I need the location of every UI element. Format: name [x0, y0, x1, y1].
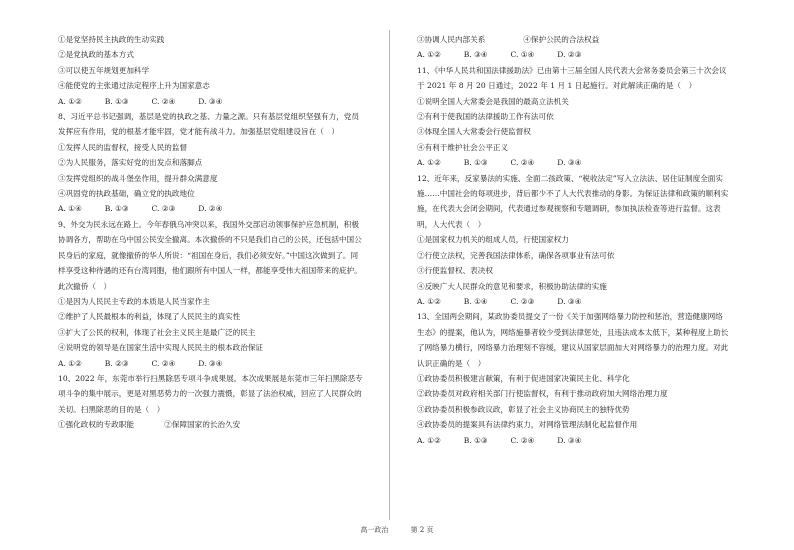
option-line: ②有利于使我国的法律援助工作有法可依: [417, 112, 554, 122]
page-footer: [0, 525, 794, 535]
option-line: ④能使党的主张通过法定程序上升为国家意志: [58, 81, 210, 91]
option-line: ②维护了人民最根本的利益，体现了人民民主的真实性: [58, 312, 241, 322]
footer-subject: 高一政治: [360, 526, 389, 534]
question-13-stem: 13、全国两会期间，某政协委员提交了一份《关于加强网络暴力防控和惩治，营造健康网络生态》的提案，他认为，网络施暴者较少受到法律惩处，且违法成本太低下，某种程度上助长了网络暴力横行，网络暴力治理刻不容缓，建议从国家层面加大对网络暴力的治理力度。对此认识正确的是（ ）: [417, 312, 729, 368]
question-10-stem: 10、2022 年，东莞市举行扫黑除恶专项斗争成果展。本次成果展是东莞市三年扫黑除恶专项斗争的集中展示，更是对黑恶势力的一次强力震慑，彰显了法治权威，回应了人民群众的关切。扫黑除恶的目的是（ ）: [58, 373, 363, 414]
footer-page-number: 第 2 页: [410, 526, 434, 534]
answer-choices: A. ①④ B. ①③ C. ②③ D. ②④: [58, 204, 223, 214]
option-line: ②政协委员对政府相关部门行使监督权，有利于推动政府加大网络治理力度: [417, 389, 668, 399]
option-line: ①政协委员积极建言献策，有利于促进国家决策民主化、科学化: [417, 373, 630, 383]
question-11-stem: 11、《中华人民共和国法律援助法》已由第十三届全国人民代表大会常务委员会第三十次会议于 2021 年 8 月 20 日通过，2022 年 1 月 1 日起施行。对此解读正确的是（ ）: [417, 65, 727, 91]
option-line: ②是党执政的基本方式: [58, 50, 134, 60]
answer-choices: A. ①② B. ①③ C. ②④ D. ③④: [417, 158, 582, 168]
option-line: ①说明全国人大常委会是我国的最高立法机关: [417, 96, 569, 106]
option-line: ③政协委员积极参政议政，彰显了社会主义协商民主的独特优势: [417, 404, 630, 414]
right-column: [417, 32, 729, 448]
option-line: ③行使监督权、表决权: [417, 266, 493, 276]
option-line: ①强化政权的专政职能 ②保障国家的长治久安: [58, 420, 241, 430]
option-line: ②为人民服务，落实好党的出发点和落脚点: [58, 158, 203, 168]
option-line: ④政协委员的提案具有法律约束力，对网络管理法制化起监督作用: [417, 420, 638, 430]
left-column: [58, 32, 364, 433]
option-line: ④巩固党的执政基础，确立党的执政地位: [58, 189, 195, 199]
option-line: ①发挥人民的监督权，接受人民的监督: [58, 142, 188, 152]
answer-choices: A. ①② B. ①③ C. ②④ D. ③④: [417, 435, 582, 445]
option-line: ③体现全国人大常委会行使监督权: [417, 127, 531, 137]
question-9-stem: 9、外交为民永远在路上。今年春俄乌冲突以来，我国外交部启动领事保护应急机制，积极协调各方，帮助在乌中国公民安全撤离。本次撤侨的不只是我们自己的公民，还包括中国公民身后的家庭，就像撤侨的华人所说：“祖国在身后，我们必须安好。”中国这次做到了。同样享受这种待遇的还有台湾同胞，他们跟所有中国人一样，都能享受伟大祖国带来的庇护。此次撤侨（ ）: [58, 219, 362, 291]
question-8-stem: 8、习近平总书记强调，基层是党的执政之基、力量之源。只有基层党组织坚强有力，党员发挥应有作用，党的根基才能牢固，党才能有战斗力。加强基层党组建设旨在（ ）: [58, 112, 359, 137]
answer-choices: A. ①② B. ③④ C. ①④ D. ②③: [417, 50, 582, 60]
option-line: ①是因为人民民主专政的本质是人民当家作主: [58, 296, 210, 306]
answer-choices: A. ①② B. ②③ C. ②④ D. ③④: [58, 358, 223, 368]
option-line: ③发挥党组织的战斗堡垒作用，提升群众满意度: [58, 173, 218, 183]
option-line: ③可以使五年规划更加科学: [58, 65, 150, 75]
option-line: ③扩大了公民的权利，体现了社会主义民主是最广泛的民主: [58, 327, 256, 337]
option-line: ④反映广大人民群众的意见和要求，积极协助法律的实施: [417, 281, 607, 291]
option-line: ②行使立法权，完善我国法律体系，确保各项事业有法可依: [417, 250, 615, 260]
option-line: ④有利于维护社会公平正义: [417, 142, 509, 152]
answer-choices: A. ①② B. ①③ C. ②④ D. ③④: [58, 96, 223, 106]
option-line: ①是党坚持民主执政的生动实践: [58, 35, 165, 44]
option-line: ①是国家权力机关的组成人员，行使国家权力: [417, 235, 569, 245]
answer-choices: A. ①② B. ①④ C. ②③ D. ③④: [417, 296, 582, 306]
question-12-stem: 12、近年来，反家暴法的实施、全面二孩政策、“税收法定”写入立法法、居住证制度全面实施……中国社会的每项进步，背后都少不了人大代表推动的身影。为保证法律和政策的顺利实施，在代表大会闭会期间，代表通过参观视察和专题调研，参加执法检查等进行监督。这表明，人大代表（ ）: [417, 173, 729, 229]
option-line: ③协调人民内部关系 ④保护公民的合法权益: [417, 35, 600, 44]
option-line: ④说明党的领导是在国家生活中实现人民民主的根本政治保证: [58, 343, 264, 353]
column-divider: [389, 30, 390, 520]
